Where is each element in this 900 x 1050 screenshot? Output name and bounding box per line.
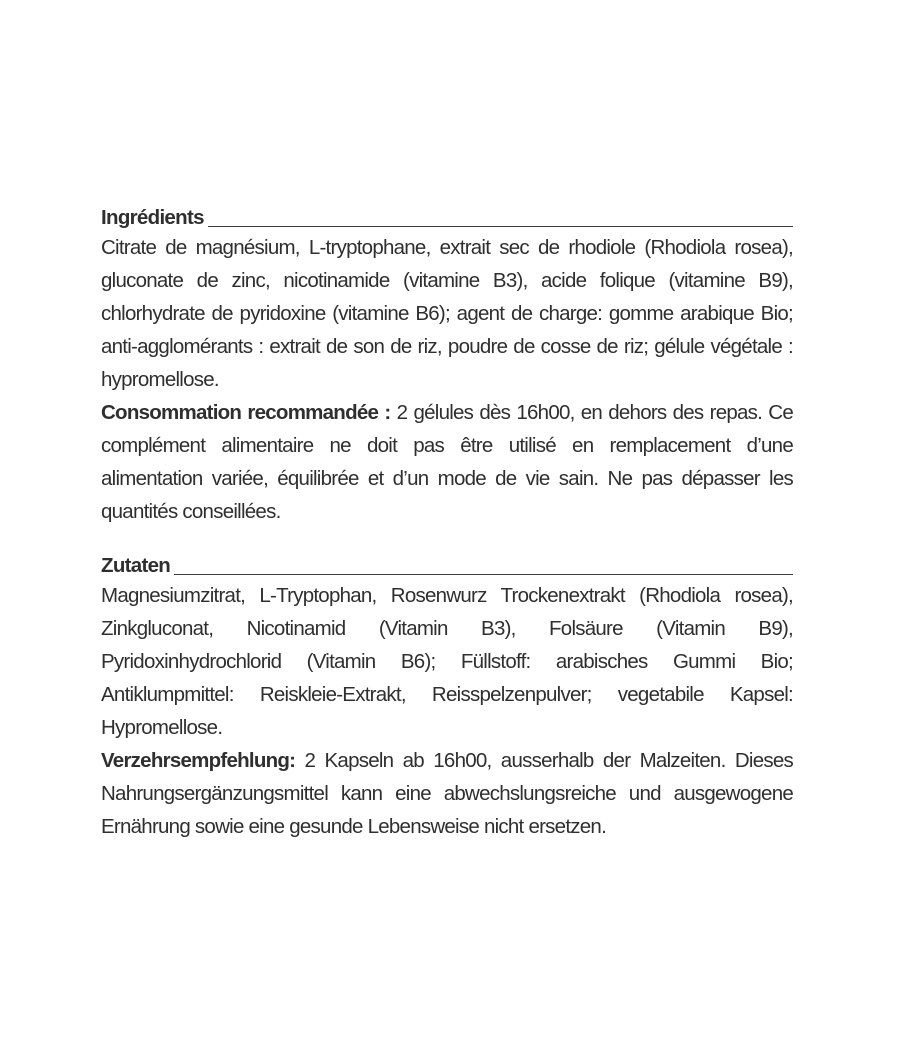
german-section bbox=[101, 546, 793, 843]
french-heading-row bbox=[101, 198, 793, 231]
french-section bbox=[101, 198, 793, 528]
german-ingredients-heading: Zutaten bbox=[101, 553, 171, 577]
french-ingredients-heading: Ingrédients bbox=[101, 205, 204, 229]
german-heading-rule bbox=[174, 574, 793, 575]
german-heading-row bbox=[101, 546, 793, 579]
french-ingredients-text: Citrate de magnésium, L-tryptophane, extrait sec de rhodiole (Rhodiola rosea), gluconate de zinc, nicotinamide (vitamine B3), acide folique (vitamine B9), chlorhydrate de pyridoxine (vitamine B6); agent de charge: gomme arabique Bio; anti-agglomérants : extrait de son de riz, poudre de cosse de riz; gélule végétale : hypromellose. bbox=[101, 236, 793, 391]
french-usage-paragraph bbox=[101, 396, 793, 528]
french-heading-rule bbox=[208, 226, 793, 227]
french-usage-label: Consommation recommandée : bbox=[101, 401, 391, 424]
german-usage-label: Verzehrsempfehlung: bbox=[101, 749, 296, 772]
german-ingredients-text: Magnesiumzitrat, L-Tryptophan, Rosenwurz Trockenextrakt (Rhodiola rosea), Zinkgluconat, Nicotinamid (Vitamin B3), Folsäure (Vitamin B9), Pyridoxinhydrochlorid (Vitamin B6); Füllstoff: arabisches Gummi Bio; Antiklumpmittel: Reiskleie-Extrakt, Reisspelzenpulver; vegetabile Kapsel: Hypromellose. bbox=[101, 584, 793, 739]
german-usage-paragraph bbox=[101, 744, 793, 843]
german-usage-text: 2 Kapseln ab 16h00, ausserhalb der Malzeiten. Dieses Nahrungsergänzungsmittel kann eine abwechslungsreiche und ausgewogene Ernährung sowie eine gesunde Lebensweise nicht ersetzen. bbox=[101, 749, 793, 838]
french-usage-text: 2 gélules dès 16h00, en dehors des repas. Ce complément alimentaire ne doit pas être utilisé en remplacement d’une alimentation variée, équilibrée et d’un mode de vie sain. Ne pas dépasser les quantités conseillées. bbox=[101, 401, 793, 523]
product-label-panel bbox=[101, 198, 793, 843]
